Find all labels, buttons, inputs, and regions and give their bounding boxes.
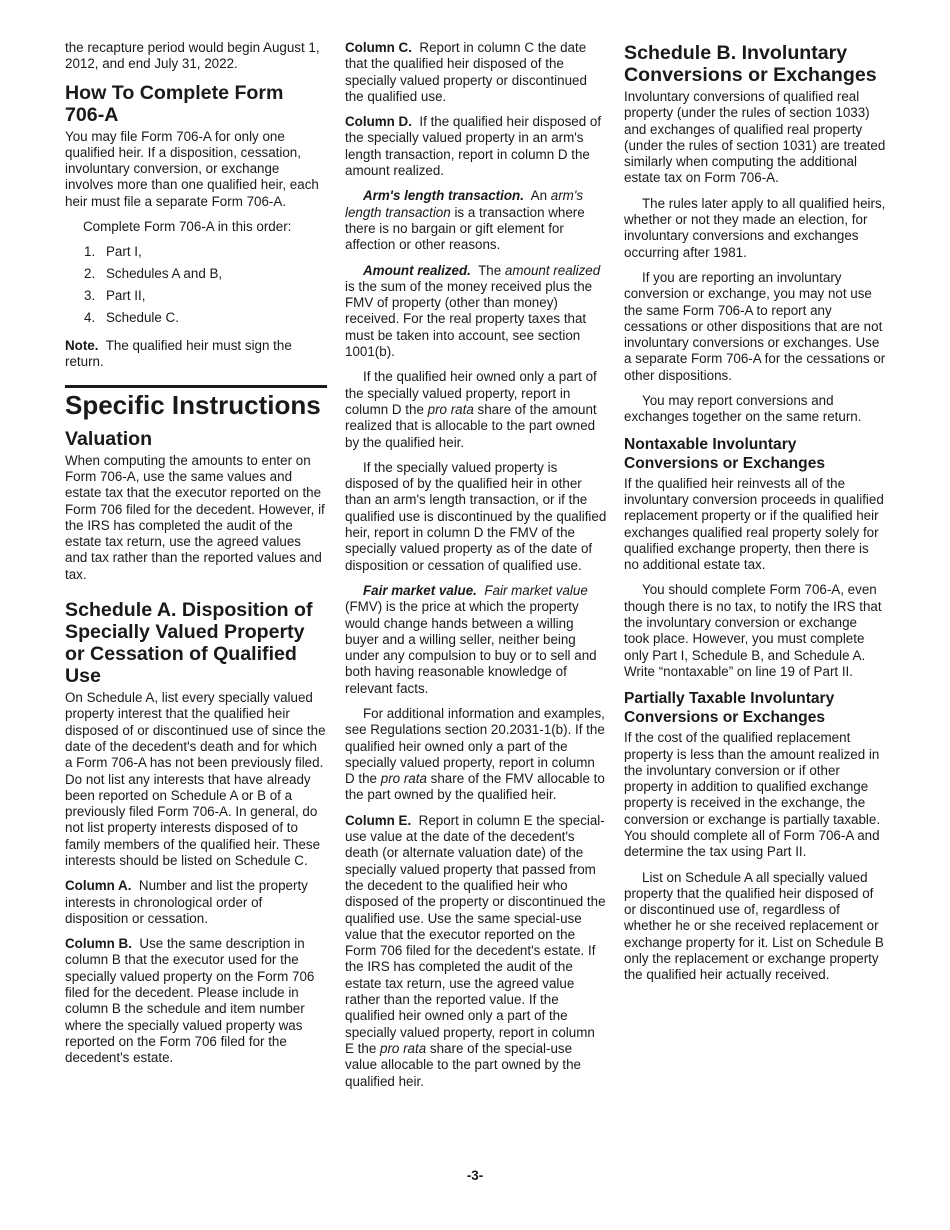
heading-partially-taxable: Partially Taxable Involuntary Conversions or Exchanges	[624, 690, 835, 727]
column-e-paragraph: Column E. Report in column E the special-use value at the date of the decedent's death (or alternate valuation date) of the specially valued property that passed from the decedent to the qualified heir who disposed of the property or discontinued the qualified use. Use the same special-use value that the executor reported on the Form 706 filed for the decedent's estate. If the IRS has completed the audit of the estate tax return, use the agreed value rather than the reported value. If the qualified heir owned only a part of the specially valued property, report in column E the pro rata share of the special-use value allocable to the part owned by the qualified heir.	[345, 812, 606, 1089]
heading-how-to-complete: How To Complete Form 706-A	[65, 81, 284, 126]
list-item: 3. Part II,	[84, 287, 146, 303]
fair-market-value-paragraph: Fair market value. Fair market value (FMV) is the price at which the property would change hands between a willing buyer and a willing seller, neither being under any compulsion to buy or to sell and both having reasonable knowledge of relevant facts.	[345, 582, 597, 696]
heading-specific-instructions: Specific Instructions	[65, 385, 327, 420]
amount-realized-paragraph: Amount realized. The amount realized is the sum of the money received plus the FMV of property (other than money) received. For the real property taxes that must be taken into account, see section 1001(b).	[345, 262, 601, 360]
should-complete-paragraph: You should complete Form 706-A, even though there is no tax, to notify the IRS that the involuntary conversion or exchange took place. However, you must complete only Part I, Schedule B, and Schedule A. Write “nontaxable” on line 19 of Part II.	[624, 582, 882, 679]
intro-paragraph: the recapture period would begin August 1, 2012, and end July 31, 2022.	[65, 40, 320, 72]
list-schedule-paragraph: List on Schedule A all specially valued property that the qualified heir disposed of or discontinued use of, regardless of whether he or she received replacement or exchange property for it. List on Schedule B only the replacement or exchange property the qualified heir actually received.	[624, 869, 884, 983]
column-1	[65, 40, 327, 1076]
order-intro: Complete Form 706-A in this order:	[83, 219, 292, 235]
note-label: Note.	[65, 338, 99, 354]
valuation-paragraph: When computing the amounts to enter on Form 706-A, use the same values and estate tax that the executor reported on the Form 706 filed for the decedent. However, if the IRS has completed the audit of the estate tax return, use the agreed values and tax rather than the reported values and tax.	[65, 452, 325, 582]
column-c-paragraph: Column C. Report in column C the date that the qualified heir disposed of the specially valued property or discontinued the qualified use.	[345, 40, 587, 104]
list-item: 1. Part I,	[84, 244, 142, 260]
arms-length-paragraph: Arm's length transaction. An arm's length transaction is a transaction where there is no bargain or gift element for affection or other reasons.	[345, 188, 585, 253]
column-2	[345, 40, 607, 1099]
list-item: 4. Schedule C.	[84, 309, 179, 325]
order-list	[65, 244, 327, 326]
separate-form-paragraph: If you are reporting an involuntary conversion or exchange, you may not use the same Form 706-A to report any cessations or other dispositions that are not involuntary conversions or exchanges. Use a separate Form 706-A for the cessations or other dispositions.	[624, 269, 886, 383]
heading-nontaxable: Nontaxable Involuntary Conversions or Exchanges	[624, 435, 826, 472]
schedule-a-paragraph: On Schedule A, list every specially valued property interest that the qualified heir disposed of or discontinued use of since the date of the decedent's death and for which a Form 706-A has not been previously filed. Do not list any interests that have already been reported on Schedule A or B of a previously filed Form 706-A. In general, do not list property interests disposed of to family members of the qualified heir. These interests should be listed on Schedule C.	[65, 690, 326, 868]
column-d-paragraph: Column D. If the qualified heir disposed of the specially valued property in an arm's length transaction, report in column D the amount realized.	[345, 114, 602, 179]
additional-info-paragraph: For additional information and examples, see Regulations section 20.2031-1(b). If the qualified heir owned only a part of the specially valued property, report in column D the pro rata share of the FMV allocable to the part owned by the qualified heir.	[345, 705, 605, 803]
partial-ownership-paragraph: If the qualified heir owned only a part of the specially valued property, report in column D the pro rata share of the amount realized that is allocable to the part owned by the qualified heir.	[345, 369, 597, 450]
column-3	[624, 40, 886, 993]
partially-taxable-paragraph: If the cost of the qualified replacement property is less than the amount realized in the involuntary conversion or if other property in addition to qualified exchange property is received in the exchange, the conversion or exchange is partially taxable. You should complete all of Form 706-A and determine the tax using Part II.	[624, 730, 881, 860]
column-b-paragraph: Column B. Use the same description in column B that the executor used for the specially valued property on the Form 706 filed for the decedent. Please include in column B the schedule and item number where the specially valued property was reported on the Form 706 filed for the decedent's estate.	[65, 936, 315, 1066]
disposed-paragraph: If the specially valued property is disposed of by the qualified heir in other than an arm's length transaction, or if the qualified use is discontinued by the qualified heir, report in column D the FMV of the specially valued property as of the date of disposition or cessation of qualified use.	[345, 459, 607, 573]
heading-schedule-a: Schedule A. Disposition of Specially Valued Property or Cessation of Qualified Use	[65, 599, 313, 688]
together-paragraph: You may report conversions and exchanges together on the same return.	[624, 393, 862, 425]
heading-valuation: Valuation	[65, 427, 153, 450]
how-paragraph: You may file Form 706-A for only one qualified heir. If a disposition, cessation, involuntary conversion, or exchange involves more than one qualified heir, each heir must file a separate Form 706-A.	[65, 128, 319, 209]
heading-schedule-b: Schedule B. Involuntary Conversions or Exchanges	[624, 42, 877, 86]
schedule-b-paragraph: Involuntary conversions of qualified real property (under the rules of section 1033) and exchanges of qualified real property (under the rules of section 1031) are treated similarly when computing the additional estate tax on Form 706-A.	[624, 89, 886, 186]
column-a-paragraph: Column A. Number and list the property interests in chronological order of disposition or cessation.	[65, 878, 308, 926]
list-item: 2. Schedules A and B,	[84, 266, 223, 282]
nontaxable-paragraph: If the qualified heir reinvests all of the involuntary conversion proceeds in qualified replacement property or if the qualified heir exchanges qualified real property solely for qualified exchange property, then there is no additional estate tax.	[624, 475, 884, 573]
note-paragraph: Note. The qualified heir must sign the return.	[65, 338, 292, 370]
rules-paragraph: The rules later apply to all qualified heirs, whether or not they made an election, for involuntary conversions and exchanges occurring after 1981.	[624, 195, 886, 260]
page-number: -3-	[466, 1168, 484, 1183]
